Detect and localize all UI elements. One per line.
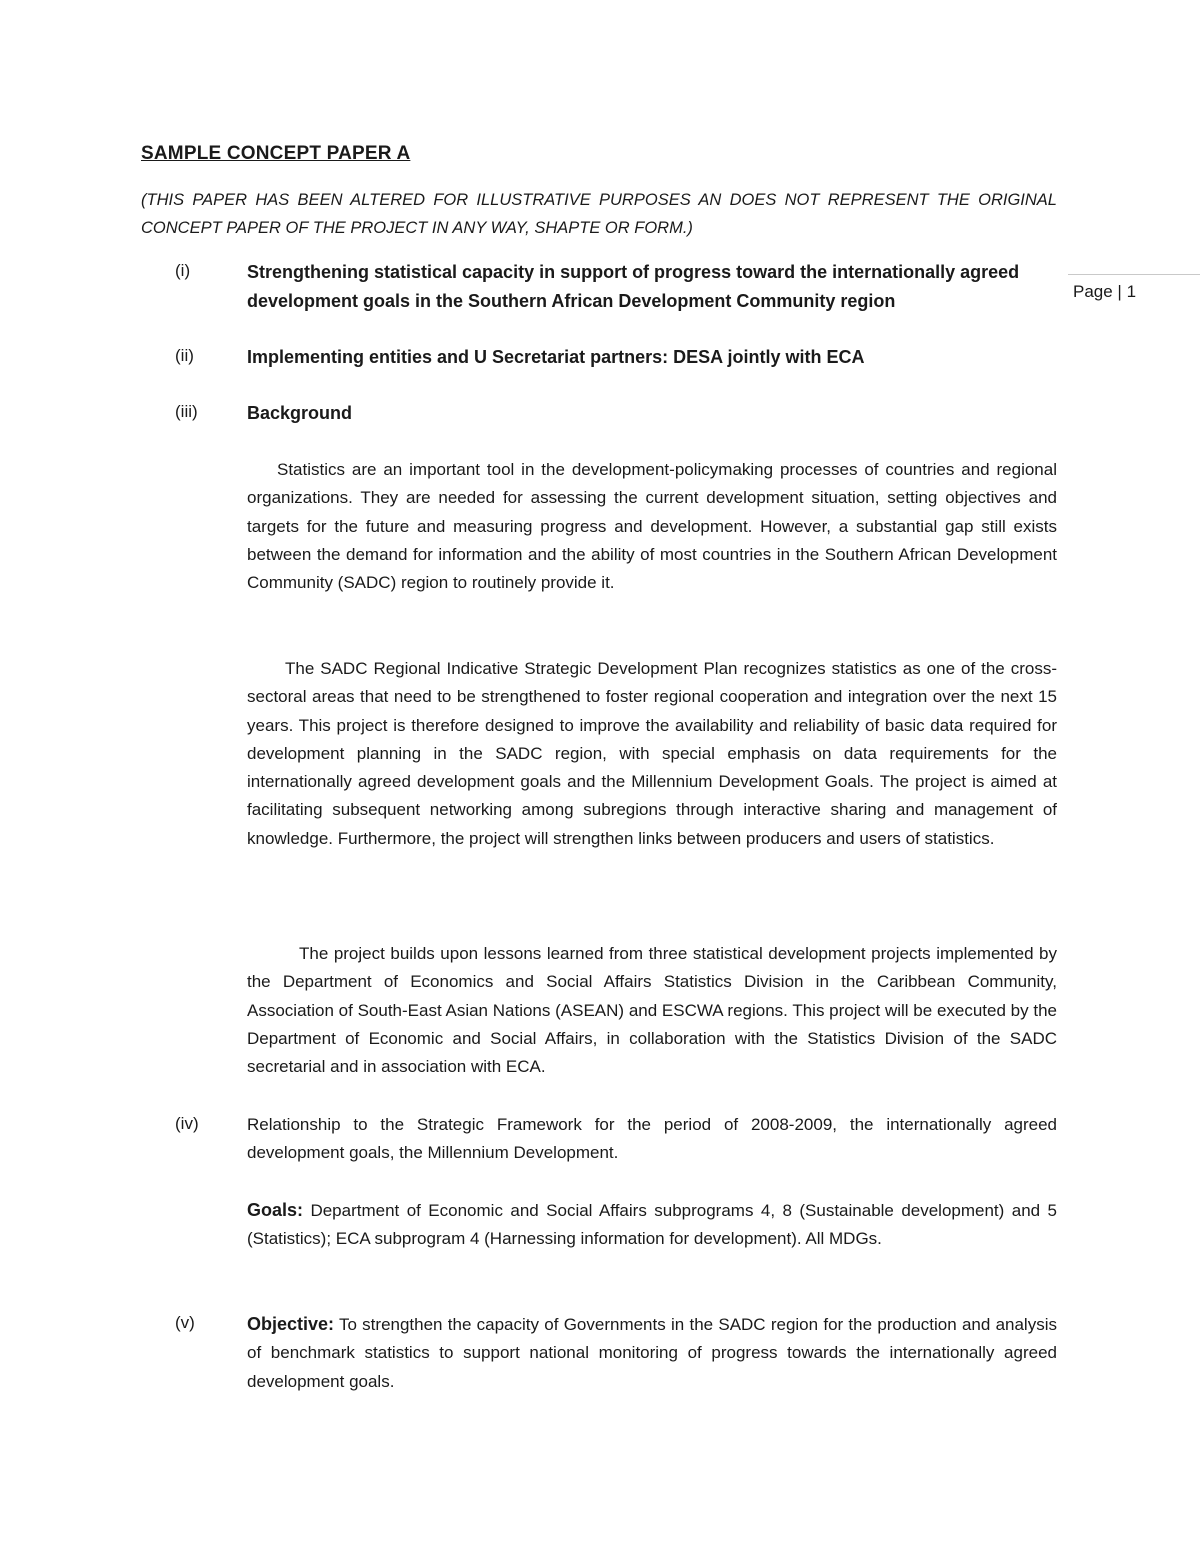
goals-paragraph [247, 1196, 1057, 1254]
page-number: Page | 1 [1073, 282, 1137, 301]
background-paragraph-2: The SADC Regional Indicative Strategic Development Plan recognizes statistics as one of the cross-sectoral areas that need to be strengthened to foster regional cooperation and integration over the next 15 years. This project is therefore designed to improve the availability and reliability of basic data required for development planning in the SADC region, with special emphasis on data requirements for the internationally agreed development goals and the Millennium Development Goals. The project is aimed at facilitating subsequent networking among subregions through interactive sharing and management of knowledge. Furthermore, the project will strengthen links between producers and users of statistics. [247, 659, 1057, 848]
document-title: SAMPLE CONCEPT PAPER A [141, 143, 411, 164]
background-paragraph-3: The project builds upon lessons learned from three statistical development projects implemented by the Department of Economics and Social Affairs Statistics Division in the Caribbean Community, Association of South-East Asian Nations (ASEAN) and ESCWA regions. This project will be executed by the Department of Economic and Social Affairs, in collaboration with the Statistics Division of the SADC secretarial and in association with ECA. [247, 944, 1057, 1077]
objective-text: To strengthen the capacity of Governments in the SADC region for the production and analysis of benchmark statistics to support national monitoring of progress towards the internationally agreed development goals. [247, 1315, 1057, 1391]
disclaimer-note: (THIS PAPER HAS BEEN ALTERED FOR ILLUSTRATIVE PURPOSES AN DOES NOT REPRESENT THE ORIGINAL CONCEPT PAPER OF THE PROJECT IN ANY WAY, SHAPTE OR FORM.) [141, 191, 1057, 237]
goals-label: Goals: [247, 1200, 304, 1220]
background-paragraph-1: Statistics are an important tool in the development-policymaking processes of countries and regional organizations. They are needed for assessing the current development situation, setting objectives and targets for the future and measuring progress and development. However, a substantial gap still exists between the demand for information and the ability of most countries in the Southern African Development Community (SADC) region to routinely provide it. [247, 460, 1057, 593]
section-number-5: (v) [175, 1313, 195, 1332]
section-heading-1: Strengthening statistical capacity in support of progress toward the internationally agreed development goals in the Southern African Development Community region [247, 262, 1020, 311]
section-heading-3: Background [247, 403, 353, 423]
section-number-3: (iii) [175, 402, 198, 421]
section-number-2: (ii) [175, 346, 194, 365]
section-number-1: (i) [175, 261, 191, 280]
objective-paragraph [247, 1310, 1057, 1396]
section-heading-2: Implementing entities and U Secretariat partners: DESA jointly with ECA [247, 347, 865, 367]
section-number-4: (iv) [175, 1114, 199, 1133]
framework-relationship-text: Relationship to the Strategic Framework for the period of 2008-2009, the internationally agreed development goals, the Millennium Development. [247, 1115, 1057, 1163]
objective-label: Objective: [247, 1314, 335, 1334]
header-divider [1068, 274, 1200, 275]
goals-text: Department of Economic and Social Affairs subprograms 4, 8 (Sustainable development) and 5 (Statistics); ECA subprogram 4 (Harnessing information for development). All MDGs. [247, 1201, 1057, 1249]
